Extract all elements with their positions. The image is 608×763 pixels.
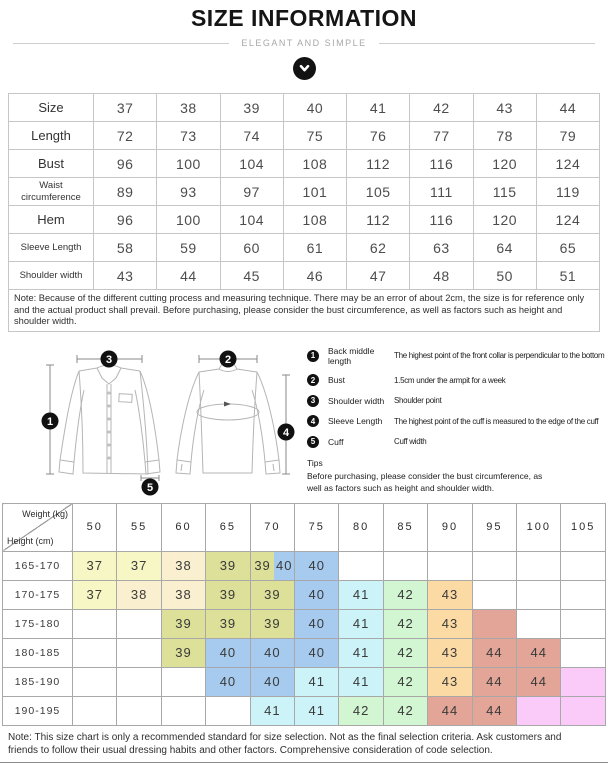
measure-diagram-section — [0, 338, 608, 496]
measure-legend-wrap — [305, 338, 608, 496]
tips-block — [307, 457, 604, 495]
back-measure-lines — [199, 355, 290, 474]
size-row-label: Length — [9, 122, 94, 150]
fit-cell: 40 — [206, 667, 250, 696]
size-cell: 120 — [473, 150, 536, 178]
fit-table-header-row — [3, 503, 606, 551]
fit-cell: 42 — [383, 667, 427, 696]
height-row-label: 190-195 — [3, 696, 73, 725]
size-cell: 74 — [220, 122, 283, 150]
size-cell: 42 — [410, 94, 473, 122]
shirt-front-sketch — [59, 365, 160, 474]
weight-header-cell: 65 — [206, 503, 250, 551]
fit-cell: 41 — [295, 696, 339, 725]
measure-legend — [307, 346, 604, 448]
size-cell: 96 — [94, 206, 157, 234]
size-cell: 58 — [94, 234, 157, 262]
legend-number-badge: 4 — [307, 415, 319, 427]
size-cell: 77 — [410, 122, 473, 150]
fit-cell — [250, 551, 294, 580]
fit-cell — [561, 609, 606, 638]
size-row-label: Hem — [9, 206, 94, 234]
size-cell: 112 — [347, 206, 410, 234]
height-row-label: 170-175 — [3, 580, 73, 609]
size-cell: 73 — [157, 122, 220, 150]
size-cell: 38 — [157, 94, 220, 122]
size-cell: 97 — [220, 178, 283, 206]
fit-cell: 40 — [295, 551, 339, 580]
size-cell: 100 — [157, 150, 220, 178]
fit-cell: 42 — [339, 696, 383, 725]
size-row-label: Sleeve Length — [9, 234, 94, 262]
size-table-row — [9, 234, 600, 262]
badge-5: 5 — [146, 481, 154, 494]
fit-cell — [73, 638, 117, 667]
size-cell: 78 — [473, 122, 536, 150]
size-cell: 115 — [473, 178, 536, 206]
size-cell: 41 — [347, 94, 410, 122]
fit-cell: 39 — [206, 551, 250, 580]
legend-item — [307, 436, 604, 448]
fit-table-row — [3, 609, 606, 638]
fit-cell: 41 — [339, 580, 383, 609]
fit-cell: 43 — [428, 638, 472, 667]
weight-header-cell: 75 — [295, 503, 339, 551]
subtitle-right-line — [379, 43, 595, 44]
badge-4: 4 — [282, 426, 290, 439]
legend-item — [307, 374, 604, 386]
size-cell: 40 — [283, 94, 346, 122]
size-cell: 104 — [220, 150, 283, 178]
fit-table-row — [3, 638, 606, 667]
weight-header-cell: 50 — [73, 503, 117, 551]
weight-header-cell: 90 — [428, 503, 472, 551]
fit-cell: 43 — [428, 609, 472, 638]
size-cell: 64 — [473, 234, 536, 262]
subtitle-left-line — [13, 43, 229, 44]
fit-split-right: 40 — [274, 552, 294, 580]
fit-cell — [561, 551, 606, 580]
size-cell: 50 — [473, 262, 536, 290]
height-row-label: 180-185 — [3, 638, 73, 667]
fit-table-note — [0, 731, 608, 763]
size-table-row — [9, 150, 600, 178]
size-cell: 65 — [536, 234, 599, 262]
fit-cell: 42 — [383, 696, 427, 725]
fit-cell: 38 — [117, 580, 161, 609]
size-cell: 104 — [220, 206, 283, 234]
size-table-row — [9, 94, 600, 122]
subtitle-text: ELEGANT AND SIMPLE — [241, 38, 367, 48]
fit-cell: 41 — [339, 667, 383, 696]
size-cell: 37 — [94, 94, 157, 122]
size-table-note: Note: Because of the different cutting process and measuring technique. There may be an error of about 2cm, the size is for reference only and the actual product shall prevail. Before purchasing, please consider the bust circumference, as well as factors such as height and shoulder width. — [9, 290, 600, 332]
size-cell: 108 — [283, 150, 346, 178]
fit-cell — [517, 551, 561, 580]
tips-text: Before purchasing, please consider the bust circumference, as well as factors such as height and shoulder width. — [307, 470, 543, 494]
fit-cell: 44 — [472, 696, 516, 725]
size-cell: 111 — [410, 178, 473, 206]
weight-header-cell: 80 — [339, 503, 383, 551]
legend-number-badge: 2 — [307, 374, 319, 386]
fit-table-row — [3, 551, 606, 580]
fit-cell — [117, 696, 161, 725]
legend-label: Cuff — [328, 436, 344, 447]
weight-header-cell: 60 — [161, 503, 205, 551]
fit-cell: 42 — [383, 580, 427, 609]
fit-cell: 40 — [206, 638, 250, 667]
header — [0, 0, 608, 80]
size-cell: 79 — [536, 122, 599, 150]
size-cell: 63 — [410, 234, 473, 262]
fit-cell: 44 — [472, 638, 516, 667]
size-cell: 47 — [347, 262, 410, 290]
size-cell: 61 — [283, 234, 346, 262]
fit-cell: 44 — [517, 667, 561, 696]
fit-cell: 42 — [383, 609, 427, 638]
size-cell: 44 — [536, 94, 599, 122]
weight-header-cell: 85 — [383, 503, 427, 551]
legend-description: Shoulder point — [394, 396, 442, 406]
legend-label: Back middle length — [328, 345, 375, 366]
fit-cell: 44 — [517, 638, 561, 667]
size-cell: 100 — [157, 206, 220, 234]
fit-cell: 44 — [428, 696, 472, 725]
fit-cell: 39 — [250, 609, 294, 638]
fit-cell — [73, 667, 117, 696]
height-row-label: 165-170 — [3, 551, 73, 580]
fit-cell: 41 — [339, 638, 383, 667]
size-cell: 48 — [410, 262, 473, 290]
fit-cell: 37 — [73, 551, 117, 580]
size-cell: 96 — [94, 150, 157, 178]
size-row-label: Bust — [9, 150, 94, 178]
fit-cell — [117, 609, 161, 638]
fit-split-cell — [251, 552, 294, 580]
tips-title: Tips — [307, 457, 323, 468]
fit-cell — [339, 551, 383, 580]
fit-cell — [161, 696, 205, 725]
fit-cell: 39 — [206, 580, 250, 609]
badge-1: 1 — [46, 415, 54, 428]
size-cell: 39 — [220, 94, 283, 122]
fit-cell: 40 — [250, 667, 294, 696]
fit-cell: 42 — [383, 638, 427, 667]
size-cell: 120 — [473, 206, 536, 234]
fit-cell — [161, 667, 205, 696]
size-cell: 101 — [283, 178, 346, 206]
corner-height-label: Height (cm) — [7, 535, 54, 546]
size-table-row — [9, 262, 600, 290]
fit-cell: 39 — [161, 638, 205, 667]
legend-number-badge: 1 — [307, 350, 319, 362]
fit-cell — [428, 551, 472, 580]
size-cell: 93 — [157, 178, 220, 206]
weight-header-cell: 55 — [117, 503, 161, 551]
weight-header-cell: 70 — [250, 503, 294, 551]
size-cell: 119 — [536, 178, 599, 206]
badge-2: 2 — [224, 353, 232, 366]
size-cell: 46 — [283, 262, 346, 290]
size-table-row — [9, 178, 600, 206]
size-cell: 59 — [157, 234, 220, 262]
fit-cell: 43 — [428, 580, 472, 609]
fit-cell: 40 — [295, 609, 339, 638]
subtitle-row — [0, 38, 608, 48]
legend-number-badge: 3 — [307, 395, 319, 407]
height-row-label: 175-180 — [3, 609, 73, 638]
size-cell: 43 — [94, 262, 157, 290]
legend-item — [307, 395, 604, 407]
size-row-label: Size — [9, 94, 94, 122]
legend-number-badge: 5 — [307, 436, 319, 448]
height-row-label: 185-190 — [3, 667, 73, 696]
legend-description: The highest point of the front collar is perpendicular to the bottom — [394, 351, 605, 361]
size-cell: 51 — [536, 262, 599, 290]
legend-description: The highest point of the cuff is measured to the edge of the cuff — [394, 416, 599, 426]
fit-cell: 39 — [206, 609, 250, 638]
fit-cell: 37 — [117, 551, 161, 580]
size-row-label: Waist circumference — [9, 178, 94, 206]
fit-cell: 39 — [250, 580, 294, 609]
size-cell: 124 — [536, 150, 599, 178]
legend-description: Cuff width — [394, 437, 427, 447]
chevron-down-icon — [293, 57, 316, 80]
fit-cell — [517, 580, 561, 609]
fit-cell: 40 — [295, 580, 339, 609]
size-cell: 72 — [94, 122, 157, 150]
fit-cell: 41 — [250, 696, 294, 725]
fit-cell — [472, 551, 516, 580]
size-table-row — [9, 206, 600, 234]
shirt-back-sketch — [176, 364, 280, 474]
fit-cell: 38 — [161, 580, 205, 609]
size-cell: 62 — [347, 234, 410, 262]
size-cell: 116 — [410, 150, 473, 178]
badge-3: 3 — [105, 353, 113, 366]
fit-cell — [206, 696, 250, 725]
fit-cell: 43 — [428, 667, 472, 696]
fit-cell: 41 — [295, 667, 339, 696]
size-cell: 43 — [473, 94, 536, 122]
fit-cell — [561, 638, 606, 667]
fit-cell: 44 — [472, 667, 516, 696]
fit-cell — [117, 638, 161, 667]
weight-header-cell: 95 — [472, 503, 516, 551]
legend-label: Bust — [328, 375, 346, 386]
legend-description: 1.5cm under the armpit for a week — [394, 375, 506, 385]
size-cell: 116 — [410, 206, 473, 234]
size-table-note-row — [9, 290, 600, 332]
size-cell: 75 — [283, 122, 346, 150]
fit-cell — [561, 667, 606, 696]
size-cell: 112 — [347, 150, 410, 178]
legend-label: Sleeve Length — [328, 416, 383, 427]
size-cell: 76 — [347, 122, 410, 150]
fit-cell — [472, 609, 516, 638]
fit-cell — [472, 580, 516, 609]
fit-cell — [117, 667, 161, 696]
fit-cell — [517, 609, 561, 638]
fit-table-corner-cell — [3, 503, 73, 551]
fit-table-row — [3, 696, 606, 725]
fit-table-row — [3, 580, 606, 609]
fit-cell — [73, 609, 117, 638]
fit-cell: 40 — [250, 638, 294, 667]
fit-cell — [383, 551, 427, 580]
fit-cell: 39 — [161, 609, 205, 638]
size-row-label: Shoulder width — [9, 262, 94, 290]
size-cell: 60 — [220, 234, 283, 262]
fit-cell: 40 — [295, 638, 339, 667]
fit-cell — [561, 696, 606, 725]
size-table — [8, 93, 600, 332]
weight-header-cell: 100 — [517, 503, 561, 551]
corner-weight-label: Weight (kg) — [22, 508, 68, 519]
fit-cell: 41 — [339, 609, 383, 638]
shirt-measure-sketch — [0, 338, 305, 496]
fit-table-note-text: Note: This size chart is only a recommended standard for size selection. Not as the final selection criteria. Ask customers and friends to follow their usual dressing habits and other factors. Comprehensive consideration of code selection. — [8, 731, 562, 756]
fit-cell: 37 — [73, 580, 117, 609]
weight-header-cell: 105 — [561, 503, 606, 551]
fit-cell — [561, 580, 606, 609]
fit-table-row — [3, 667, 606, 696]
fit-cell — [517, 696, 561, 725]
size-cell: 108 — [283, 206, 346, 234]
size-table-body — [9, 94, 600, 290]
fit-table-body — [3, 551, 606, 725]
size-cell: 89 — [94, 178, 157, 206]
size-table-row — [9, 122, 600, 150]
fit-split-left: 39 — [251, 552, 275, 580]
fit-cell: 38 — [161, 551, 205, 580]
legend-item — [307, 346, 604, 366]
size-cell: 45 — [220, 262, 283, 290]
legend-item — [307, 415, 604, 427]
fit-cell — [73, 696, 117, 725]
fit-table — [2, 503, 606, 726]
page-title: SIZE INFORMATION — [190, 5, 418, 31]
front-measure-lines — [46, 355, 159, 481]
legend-label: Shoulder width — [328, 395, 385, 406]
size-cell: 44 — [157, 262, 220, 290]
size-cell: 105 — [347, 178, 410, 206]
size-cell: 124 — [536, 206, 599, 234]
